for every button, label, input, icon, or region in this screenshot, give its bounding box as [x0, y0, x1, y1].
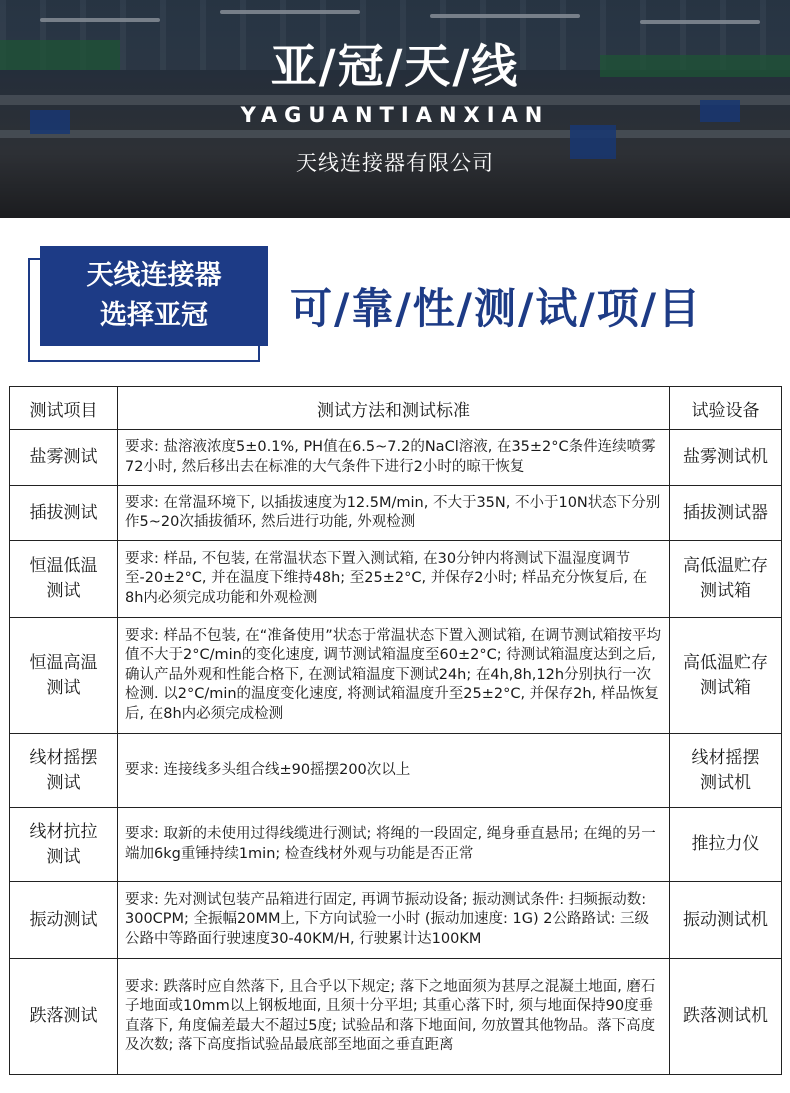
- test-table: [9, 386, 782, 1075]
- table-row: [10, 808, 782, 882]
- test-item: 盐雾测试: [10, 430, 118, 486]
- test-item: 恒温高温 测试: [10, 618, 118, 734]
- test-equipment: 高低温贮存 测试箱: [670, 541, 782, 618]
- test-equipment: 盐雾测试机: [670, 430, 782, 486]
- table-row: [10, 618, 782, 734]
- test-item: 恒温低温 测试: [10, 541, 118, 618]
- badge-line-2: 选择亚冠: [100, 300, 208, 331]
- badge-line-1: 天线连接器: [86, 260, 222, 291]
- header-test-item: 测试项目: [10, 387, 118, 430]
- brand-title: 亚/冠/天/线: [270, 39, 520, 93]
- hero-banner: [0, 0, 790, 218]
- section-banner: [0, 218, 790, 378]
- section-heading: 可/靠/性/测/试/项/目: [290, 284, 703, 333]
- test-item: 线材抗拉 测试: [10, 808, 118, 882]
- test-equipment: 推拉力仪: [670, 808, 782, 882]
- test-equipment: 振动测试机: [670, 882, 782, 959]
- table-row: [10, 959, 782, 1075]
- badge: [40, 246, 268, 346]
- table-row: [10, 882, 782, 959]
- table-row: [10, 734, 782, 808]
- table-row: [10, 430, 782, 486]
- test-equipment: 插拔测试器: [670, 486, 782, 541]
- test-item: 线材摇摆 测试: [10, 734, 118, 808]
- company-name: 天线连接器有限公司: [296, 151, 494, 175]
- test-item: 插拔测试: [10, 486, 118, 541]
- test-item: 跌落测试: [10, 959, 118, 1075]
- test-equipment: 线材摇摆 测试机: [670, 734, 782, 808]
- header-equipment: 试验设备: [670, 387, 782, 430]
- header-test-method: 测试方法和测试标准: [118, 387, 670, 430]
- table-header-row: [10, 387, 782, 430]
- test-requirement: 要求: 取新的未使用过得线缆进行测试; 将绳的一段固定, 绳身垂直悬吊; 在绳的另一端加6kg重锤持续1min; 检查线材外观与功能是否正常: [118, 808, 670, 882]
- test-equipment: 高低温贮存 测试箱: [670, 618, 782, 734]
- test-requirement: 要求: 连接线多头组合线±90摇摆200次以上: [118, 734, 670, 808]
- test-requirement: 要求: 样品, 不包装, 在常温状态下置入测试箱, 在30分钟内将测试下温湿度调节至-20±2°C, 并在温度下维持48h; 至25±2°C, 并保存2小时; 样品充分恢复后, 在8h内必须完成功能和外观检测: [118, 541, 670, 618]
- brand-pinyin: YAGUANTIANXIAN: [240, 103, 550, 127]
- table-row: [10, 486, 782, 541]
- test-requirement: 要求: 盐溶液浓度5±0.1%, PH值在6.5~7.2的NaCl溶液, 在35±2°C条件连续喷雾72小时, 然后移出去在标准的大气条件下进行2小时的晾干恢复: [118, 430, 670, 486]
- test-requirement: 要求: 在常温环境下, 以插拔速度为12.5M/min, 不大于35N, 不小于10N状态下分别作5~20次插拔循环, 然后进行功能, 外观检测: [118, 486, 670, 541]
- test-requirement: 要求: 先对测试包装产品箱进行固定, 再调节振动设备; 振动测试条件: 扫频振动数: 300CPM; 全振幅20MM上, 下方向试验一小时 (振动加速度: 1G) 2公路路试: 三级公路中等路面行驶速度30-40KM/H, 行驶累计达100KM: [118, 882, 670, 959]
- test-item: 振动测试: [10, 882, 118, 959]
- test-equipment: 跌落测试机: [670, 959, 782, 1075]
- test-requirement: 要求: 样品不包装, 在“准备使用”状态于常温状态下置入测试箱, 在调节测试箱按平均值不大于2°C/min的变化速度, 调节测试箱温度至60±2°C; 待测试箱温度达到之后, 确认产品外观和性能合格下, 在测试箱温度下测试24h; 在4h,8h,12h分别执行一次检测. 以2°C/min的温度变化速度, 将测试箱温度升至25±2°C, 并保存2h, 样品恢复后, 在8h内必须完成检测: [118, 618, 670, 734]
- table-row: [10, 541, 782, 618]
- test-requirement: 要求: 跌落时应自然落下, 且合乎以下规定; 落下之地面须为甚厚之混凝土地面, 磨石子地面或10mm以上钢板地面, 且须十分平坦; 其重心落下时, 须与地面保持90度垂直落下, 角度偏差最大不超过5度; 试验品和落下地面间, 勿放置其他物品。落下高度及次数; 落下高度指试验品最底部至地面之垂直距离: [118, 959, 670, 1075]
